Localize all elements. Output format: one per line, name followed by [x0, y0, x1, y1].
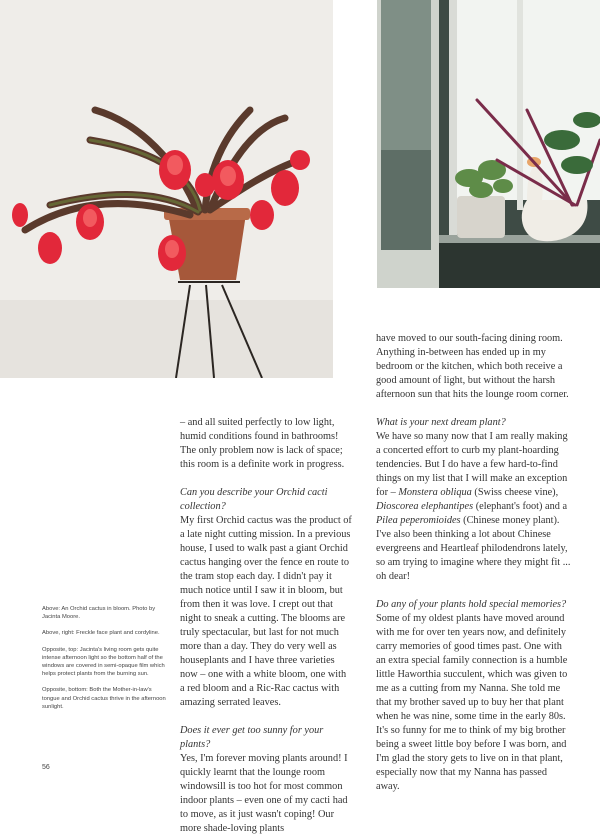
- caption-above-right: Above, right: Freckle face plant and cordyline.: [42, 630, 160, 637]
- caption-opposite-top: Opposite, top: Jacinta's living room gets quite intense afternoon light so the bottom half of the windows are covered in semi-opaque film which helps protect plants from the burning sun.: [42, 646, 165, 678]
- plant-name: Pilea peperomioides: [376, 515, 461, 526]
- paragraph: [376, 430, 572, 584]
- article-column-middle: [180, 416, 352, 836]
- paragraph: My first Orchid cactus was the product of a late night cutting mission. In a previous house, I used to walk past a giant Orchid cactus hanging over the fence en route to the tram stop each day. I didn't pay it much notice until I saw it in bloom, but from then it was love. I crept out that night to sneak a cutting. The blooms are truly spectacular, but last for not much more than a day. They do very well as houseplants and I have three varieties now – one with a white bloom, one with a red bloom and a Ric-Rac cactus with amazing serrated leaves.: [180, 515, 352, 708]
- plant-name: Monstera obliqua: [398, 487, 472, 498]
- plant-name: Dioscorea elephantipes: [376, 501, 474, 512]
- page-number: 56: [42, 764, 50, 771]
- paragraph: have moved to our south-facing dining room. Anything in-between has ended up in my bedroom or the kitchen, which both receive a good amount of light, but without the harsh afternoon sun that hits the lounge room corner.: [376, 333, 569, 400]
- caption-above: Above: An Orchid cactus in bloom. Photo by Jacinta Moore.: [42, 606, 156, 621]
- caption-opposite-bottom: Opposite, bottom: Both the Mother-in-law's tongue and Orchid cactus thrive in the afternoon sunlight.: [42, 687, 166, 710]
- photo-captions: [42, 605, 166, 719]
- interview-question: What is your next dream plant?: [376, 417, 506, 428]
- text-run: (Chinese money plant). I've also been thinking a lot about Chinese evergreens and Heartleaf philodendrons lately, so am trying to imagine where they might fit ... oh dear!: [376, 515, 571, 582]
- interview-question: Can you describe your Orchid cacti collection?: [180, 487, 328, 512]
- text-run: (Swiss cheese vine),: [471, 487, 559, 498]
- interview-question: Do any of your plants hold special memories?: [376, 599, 567, 610]
- orchid-cactus-photo: [0, 0, 333, 378]
- paragraph: Yes, I'm forever moving plants around! I quickly learnt that the lounge room windowsill is too hot for most common indoor plants – even one of my cacti had to move, as it just wasn't coping! Our more shade-loving plants: [180, 753, 348, 834]
- article-column-right: [376, 332, 572, 794]
- paragraph: Some of my oldest plants have moved around with me for over ten years now, and definitely carry memories of good times past. One with an extra special family connection is a humble little Haworthia succulent, which was given to me as a cutting from my Nanna. She told me that my brother saved up to buy her that plant when he was nine, some time in the early 80s. It's so funny for me to think of my big brother being a sweet little boy before I was born, and I'm glad the story gets to live on in that plant, especially now that my Nanna has passed away.: [376, 613, 568, 792]
- paragraph: – and all suited perfectly to low light, humid conditions found in bathrooms! The only problem now is lack of space; this room is a definite work in progress.: [180, 417, 345, 470]
- text-run: We have so many now that I am really making a concerted effort to curb my plant-hoarding tendencies. But I do have a few hard-to-find things on my list that I will make an exception for –: [376, 431, 568, 498]
- orchid-cactus-illustration: [0, 0, 333, 378]
- interview-question: Does it ever get too sunny for your plants?: [180, 725, 324, 750]
- window-plants-illustration: [377, 0, 600, 288]
- window-plants-photo: [377, 0, 600, 288]
- text-run: (elephant's foot) and a: [473, 501, 568, 512]
